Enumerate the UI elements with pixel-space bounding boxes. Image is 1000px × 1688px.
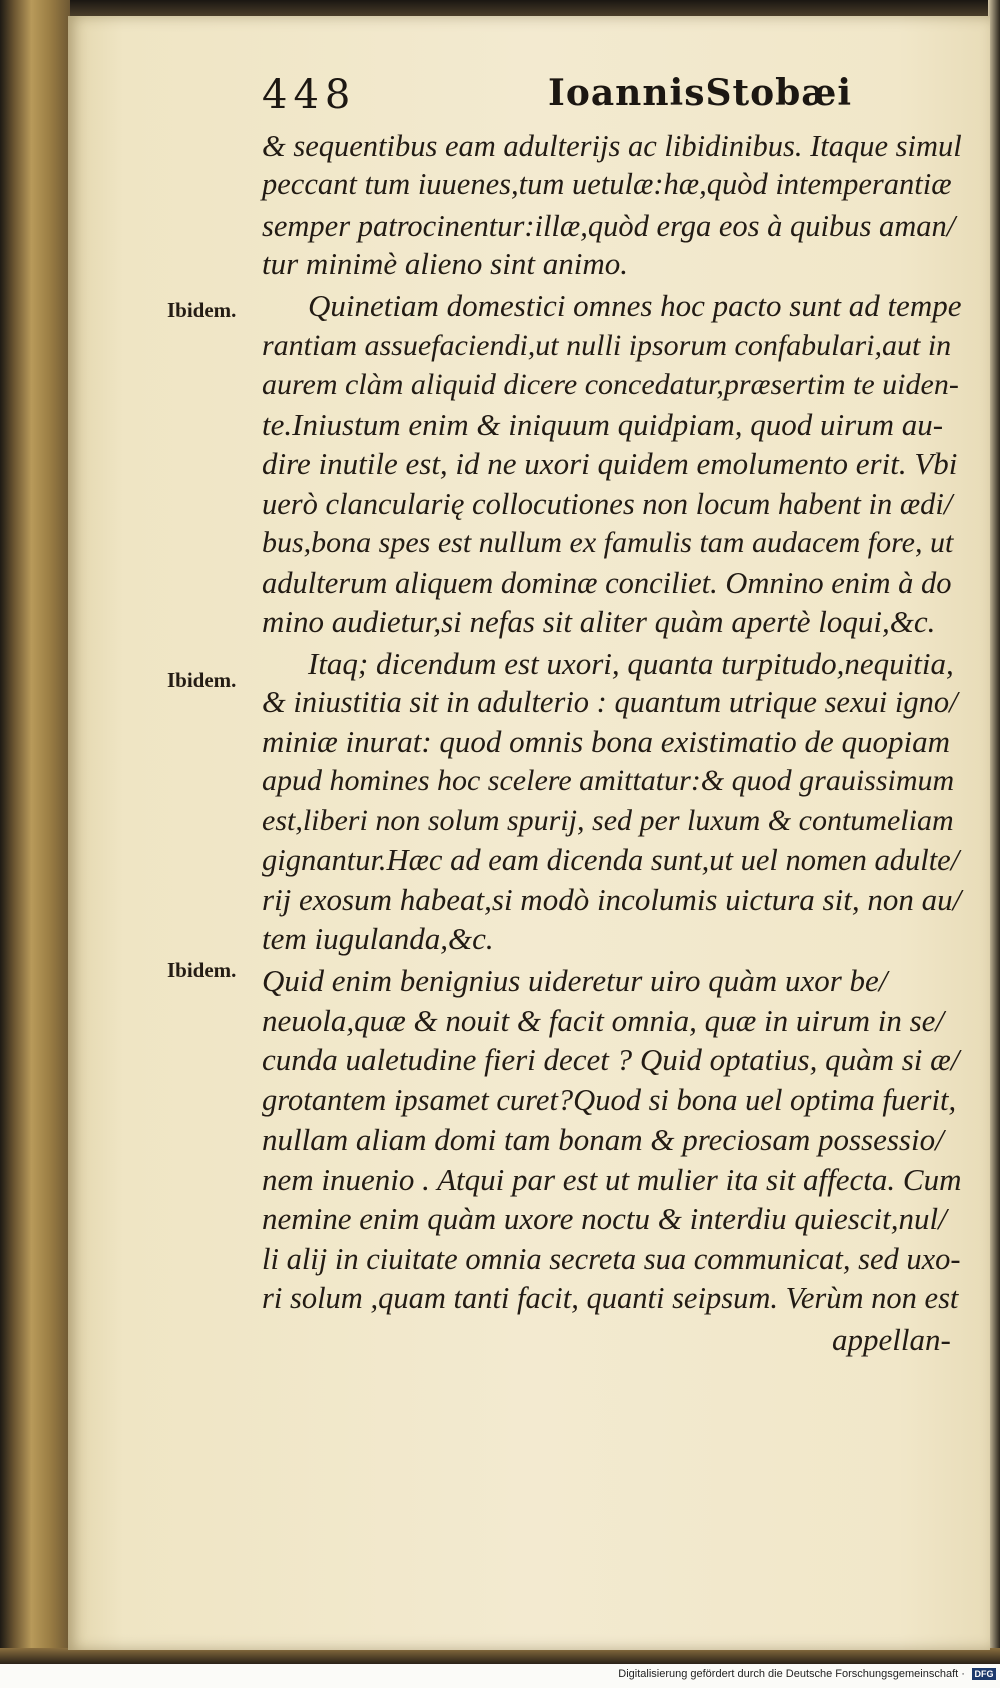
- text-line: rantiam assuefaciendi,ut nulli ipsorum confabulari,aut in: [262, 329, 952, 362]
- text-line: ri solum ,quam tanti facit, quanti seipsum. Verùm non est: [262, 1281, 959, 1315]
- margin-note: Ibidem.: [167, 668, 237, 692]
- text-line: Quid enim benignius uideretur uiro quàm uxor be/: [262, 963, 888, 998]
- text-line: Quinetiam domestici omnes hoc pacto sunt ad tempe: [308, 288, 962, 323]
- book-edge-top: [0, 0, 1000, 16]
- text-line: peccant tum iuuenes,tum uetulæ:hæ,quòd intemperantiæ: [262, 167, 952, 201]
- text-line: nemine enim quàm uxore noctu & interdiu quiescit,nul/: [262, 1201, 947, 1236]
- text-line: & sequentibus eam adulterijs ac libidinibus. Itaque simul: [262, 129, 962, 163]
- book-edge-bottom: [0, 1648, 1000, 1664]
- text-line: mino audietur,si nefas sit aliter quàm apertè loqui,&c.: [262, 604, 936, 639]
- margin-note: Ibidem.: [167, 298, 237, 322]
- text-line: adulterum aliquem dominæ conciliet. Omnino enim à do: [262, 566, 952, 600]
- text-line: bus,bona spes est nullum ex famulis tam audacem fore, ut: [262, 526, 954, 559]
- page-number: 448: [262, 72, 357, 118]
- text-line: & iniustitia sit in adulterio : quantum utrique sexui igno/: [262, 685, 958, 719]
- text-line: nem inuenio . Atqui par est ut mulier ita sit affecta. Cum: [262, 1162, 962, 1197]
- book-spine-edge: [0, 0, 70, 1662]
- text-line: tur minimè alieno sint animo.: [262, 246, 628, 281]
- text-line: uerò clancularię collocutiones non locum habent in ædi/: [262, 487, 953, 521]
- text-line: gignantur.Hæc ad eam dicenda sunt,ut uel nomen adulte/: [262, 843, 960, 877]
- text-line: li alij in ciuitate omnia secreta sua communicat, sed uxo-: [262, 1242, 961, 1276]
- text-line: Itaq; dicendum est uxori, quanta turpitudo,nequitia,: [308, 646, 954, 681]
- footer-text: Digitalisierung gefördert durch die Deutsche Forschungsgemeinschaft ·: [618, 1668, 965, 1680]
- running-head: IoannisStobæi: [548, 72, 853, 114]
- catchword: appellan-: [832, 1322, 951, 1357]
- text-line: cunda ualetudine fieri decet ? Quid optatius, quàm si æ/: [262, 1042, 960, 1077]
- digitization-footer: [604, 1668, 996, 1686]
- text-line: nullam aliam domi tam bonam & preciosam possessio/: [262, 1122, 944, 1157]
- text-line: apud homines hoc scelere amittatur:& quod grauissimum: [262, 764, 955, 797]
- text-line: miniæ inurat: quod omnis bona existimatio de quopiam: [262, 724, 951, 759]
- text-line: tem iugulanda,&c.: [262, 921, 494, 956]
- text-line: rij exosum habeat,si modò incolumis uictura sit, non au/: [262, 882, 962, 917]
- text-line: semper patrocinentur:illæ,quòd erga eos à quibus aman/: [262, 209, 956, 243]
- margin-note: Ibidem.: [167, 958, 237, 982]
- dfg-logo: DFG: [972, 1668, 996, 1680]
- text-line: te.Iniustum enim & iniquum quidpiam, quod uirum au-: [262, 407, 944, 442]
- text-line: aurem clàm aliquid dicere concedatur,præsertim te uiden-: [262, 368, 959, 401]
- text-line: dire inutile est, id ne uxori quidem emolumento erit. Vbi: [262, 446, 958, 481]
- text-line: neuola,quæ & nouit & facit omnia, quæ in uirum in se/: [262, 1003, 944, 1038]
- text-line: est,liberi non solum spurij, sed per luxum & contumeliam: [262, 804, 954, 837]
- text-line: grotantem ipsamet curet?Quod si bona uel optima fuerit,: [262, 1083, 957, 1117]
